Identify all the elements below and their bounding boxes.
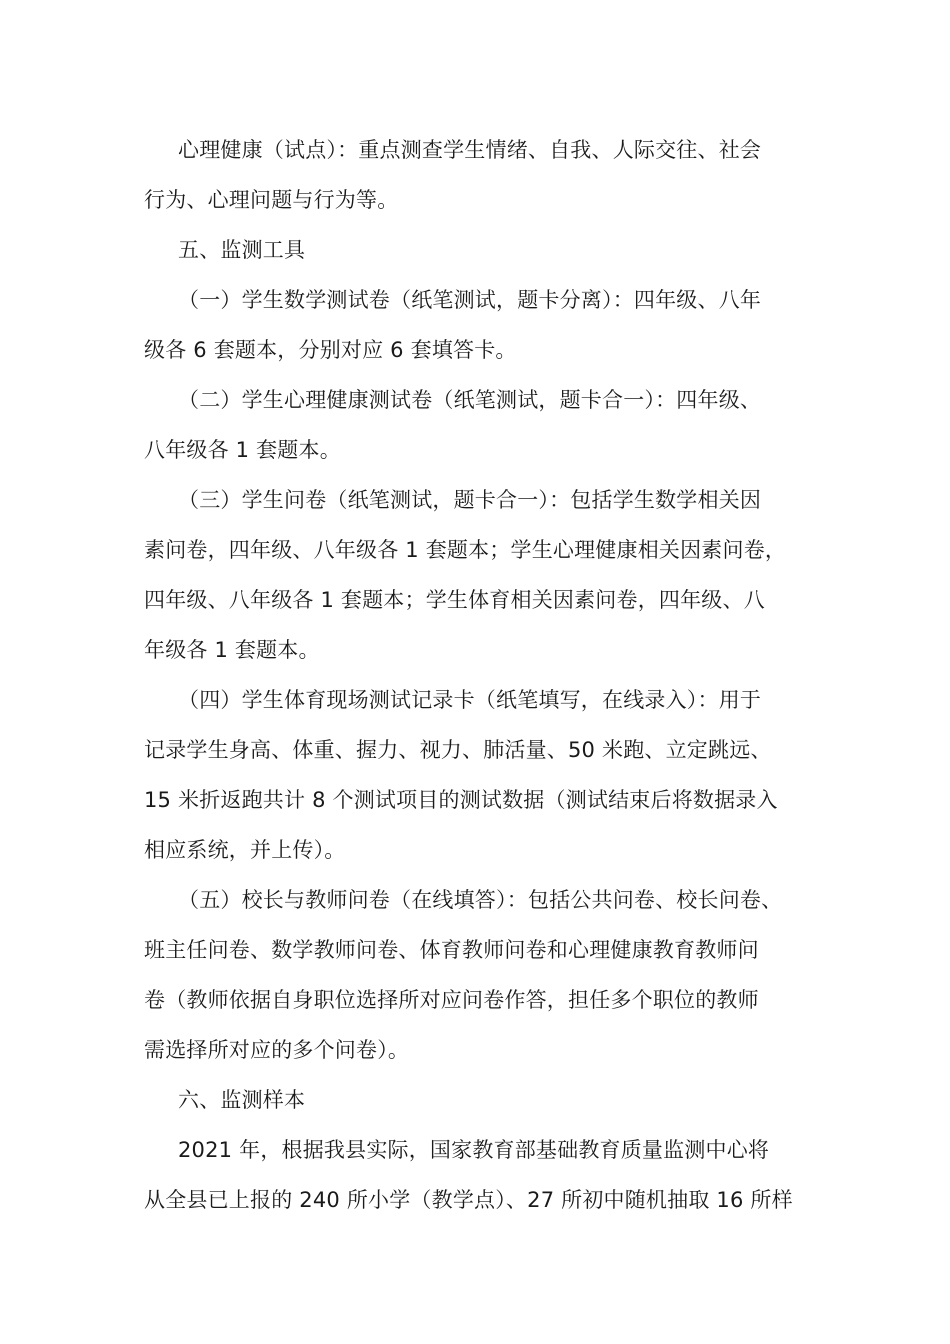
paragraph-line: 素问卷，四年级、八年级各 1 套题本；学生心理健康相关因素问卷， xyxy=(144,538,787,562)
paragraph-line: 15 米折返跑共计 8 个测试项目的测试数据（测试结束后将数据录入 xyxy=(144,788,778,812)
section-heading: 六、监测样本 xyxy=(178,1088,306,1112)
paragraph-line: 相应系统，并上传）。 xyxy=(144,838,346,862)
paragraph-line: （三）学生问卷（纸笔测试，题卡合一）：包括学生数学相关因 xyxy=(178,488,762,512)
paragraph-line: 级各 6 套题本，分别对应 6 套填答卡。 xyxy=(144,338,517,362)
paragraph-line: （五）校长与教师问卷（在线填答）：包括公共问卷、校长问卷、 xyxy=(178,888,783,912)
section-heading: 五、监测工具 xyxy=(178,238,306,262)
paragraph-line: 行为、心理问题与行为等。 xyxy=(144,188,399,212)
paragraph-line: 四年级、八年级各 1 套题本；学生体育相关因素问卷，四年级、八 xyxy=(144,588,765,612)
paragraph-line: 心理健康（试点）：重点测查学生情绪、自我、人际交往、社会 xyxy=(178,138,762,162)
paragraph-line: （四）学生体育现场测试记录卡（纸笔填写，在线录入）：用于 xyxy=(178,688,762,712)
paragraph-line: 需选择所对应的多个问卷）。 xyxy=(144,1038,410,1062)
paragraph-line: 2021 年，根据我县实际，国家教育部基础教育质量监测中心将 xyxy=(178,1138,770,1162)
paragraph-line: 年级各 1 套题本。 xyxy=(144,638,320,662)
paragraph-line: （二）学生心理健康测试卷（纸笔测试，题卡合一）：四年级、 xyxy=(178,388,762,412)
paragraph-line: 从全县已上报的 240 所小学（教学点）、27 所初中随机抽取 16 所样 xyxy=(144,1188,793,1212)
paragraph-line: 班主任问卷、数学教师问卷、体育教师问卷和心理健康教育教师问 xyxy=(144,938,759,962)
paragraph-line: 卷（教师依据自身职位选择所对应问卷作答，担任多个职位的教师 xyxy=(144,988,759,1012)
paragraph-line: 八年级各 1 套题本。 xyxy=(144,438,341,462)
paragraph-line: 记录学生身高、体重、握力、视力、肺活量、50 米跑、立定跳远、 xyxy=(144,738,772,762)
paragraph-line: （一）学生数学测试卷（纸笔测试，题卡分离）：四年级、八年 xyxy=(178,288,762,312)
